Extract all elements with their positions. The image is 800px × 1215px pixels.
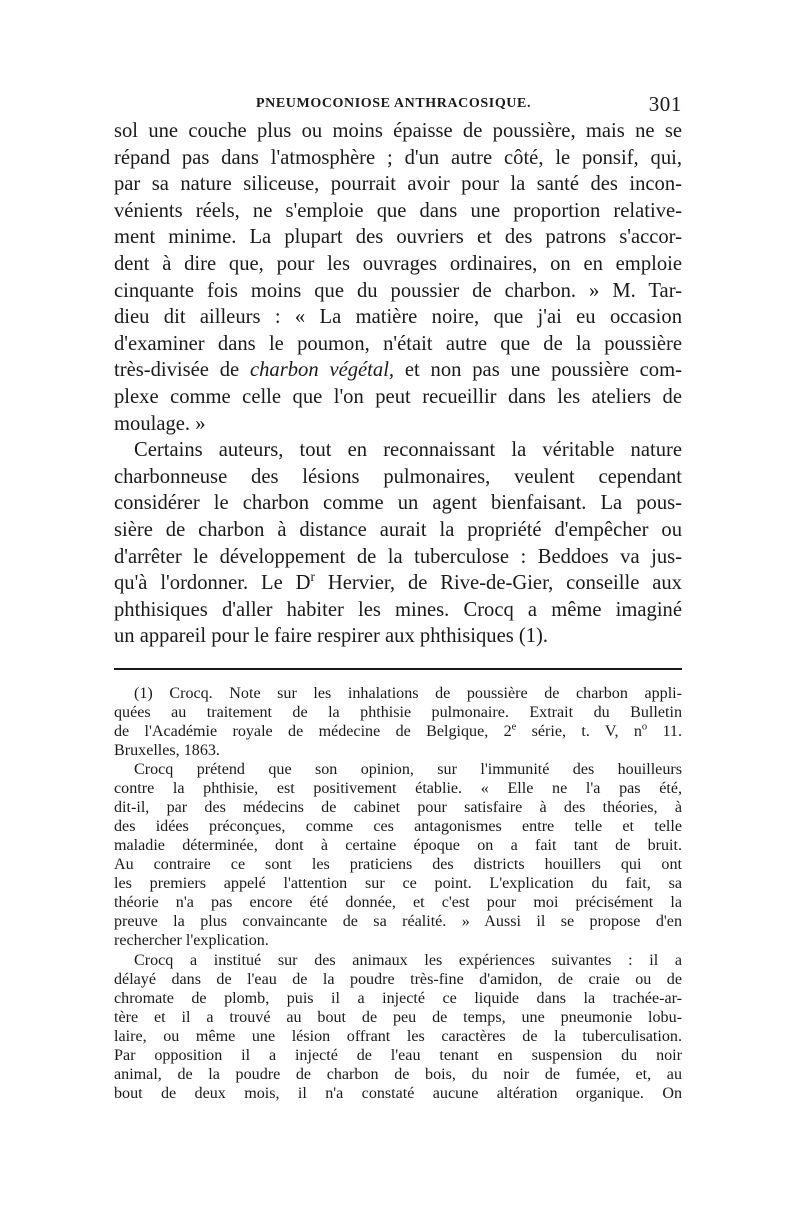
footnotes — [114, 684, 682, 1103]
footnote-line: rechercher l'explication. — [114, 932, 269, 950]
page-number: 301 — [648, 92, 682, 116]
text-line: plexe comme celle que l'on peut recueillir dans les ateliers de — [114, 385, 682, 408]
main-text — [114, 118, 682, 650]
text-line — [114, 570, 682, 597]
text-line: un appareil pour le faire respirer aux phthisiques (1). — [114, 625, 549, 648]
text-line — [114, 357, 682, 384]
text-line: considérer le charbon comme un agent bienfaisant. La pous- — [114, 492, 682, 515]
footnote-line: preuve la plus convaincante de sa réalité. » Aussi il se propose d'en — [114, 913, 682, 931]
italic-phrase: charbon végétal, — [250, 359, 395, 382]
text-run: et non pas une poussière com- — [394, 359, 682, 382]
footnote-line: tère et il a trouvé au bout de peu de temps, une pneumonie lobu- — [114, 1008, 682, 1026]
footnote-line: laire, ou même une lésion offrant les caractères de la tuberculisation. — [114, 1027, 682, 1045]
text-run: très-divisée de — [114, 359, 250, 382]
text-line: vénients réels, ne s'emploie que dans une proportion relative- — [114, 199, 682, 222]
paragraph-1 — [114, 118, 682, 437]
footnote-line: Crocq prétend que son opinion, sur l'immunité des houilleurs — [134, 761, 682, 779]
text-run: Hervier, de Rive-de-Gier, conseille aux — [314, 572, 682, 595]
text-line: phthisiques d'aller habiter les mines. Crocq a même imaginé — [114, 598, 682, 621]
footnote-continuation-1 — [114, 760, 682, 950]
text-line: sière de charbon à distance aurait la propriété d'empêcher ou — [114, 518, 682, 541]
running-head — [114, 92, 682, 118]
running-title: PNEUMOCONIOSE ANTHRACOSIQUE. — [256, 96, 532, 111]
superscript: e — [511, 721, 517, 733]
superscript: r — [310, 569, 315, 585]
text-line: moulage. » — [114, 412, 206, 435]
footnote-rule — [114, 668, 682, 670]
footnote-line: délayé dans de l'eau de la poudre très-fine d'amidon, de craie ou de — [114, 970, 682, 988]
text-line: d'arrêter le développement de la tuberculose : Beddoes va jus- — [114, 545, 682, 568]
text-line: Certains auteurs, tout en reconnaissant la véritable nature — [134, 439, 682, 462]
text-line: cinquante fois moins que du poussier de charbon. » M. Tar- — [114, 279, 682, 302]
text-line: charbonneuse des lésions pulmonaires, veulent cependant — [114, 465, 682, 488]
text-line: dent à dire que, pour les ouvrages ordinaires, on en emploie — [114, 252, 682, 275]
text-line: ment minime. La plupart des ouvriers et des patrons s'accor- — [114, 226, 682, 249]
footnote-line: Crocq a institué sur des animaux les expériences suivantes : il a — [134, 951, 682, 969]
text-run: de l'Académie royale de médecine de Belgique, 2 — [114, 722, 512, 740]
text-line: par sa nature siliceuse, pourrait avoir pour la santé des incon- — [114, 173, 682, 196]
text-line: dieu dit ailleurs : « La matière noire, que j'ai eu occasion — [114, 306, 682, 329]
footnote-line — [114, 722, 682, 741]
text-run: qu'à l'ordonner. Le D — [114, 572, 311, 595]
footnote-line: chromate de plomb, puis il a injecté ce liquide dans la trachée-ar- — [114, 989, 682, 1007]
footnote-line: maladie déterminée, dont à certaine époque on a fait tant de bruit. — [114, 837, 682, 855]
text-line: répand pas dans l'atmosphère ; d'un autre côté, le ponsif, qui, — [114, 146, 682, 169]
footnote-line: Bruxelles, 1863. — [114, 742, 220, 760]
superscript: o — [641, 721, 648, 733]
footnote-line: animal, de la poudre de charbon de bois, du noir de fumée, et, au — [114, 1065, 682, 1083]
text-line: d'examiner dans le poumon, n'était autre que de la poussière — [114, 332, 682, 355]
footnote-1 — [114, 684, 682, 760]
footnote-line: théorie n'a pas encore été donnée, et c'est pour moi précisément la — [114, 894, 682, 912]
footnote-line: (1) Crocq. Note sur les inhalations de poussière de charbon appli- — [134, 684, 682, 702]
footnote-line: Par opposition il a injecté de l'eau tenant en suspension du noir — [114, 1046, 682, 1064]
footnote-line: quées au traitement de la phthisie pulmonaire. Extrait du Bulletin — [114, 703, 682, 721]
footnote-line: des idées préconçues, comme ces antagonismes entre telle et telle — [114, 818, 682, 836]
footnote-line: contre la phthisie, est positivement établie. « Elle ne l'a pas été, — [114, 780, 682, 798]
footnote-line: dit-il, par des médecins de cabinet pour satisfaire à des théories, à — [114, 799, 682, 817]
footnote-line: bout de deux mois, il n'a constaté aucune altération organique. On — [114, 1084, 682, 1102]
book-page — [114, 92, 682, 1182]
text-run: 11. — [647, 722, 682, 740]
paragraph-2 — [114, 437, 682, 650]
footnote-line: Au contraire ce sont les praticiens des districts houillers qui ont — [114, 856, 682, 874]
footnote-continuation-2 — [114, 951, 682, 1103]
text-run: série, t. V, n — [516, 722, 642, 740]
footnote-line: les premiers appelé l'attention sur ce point. L'explication du fait, sa — [114, 875, 682, 893]
text-line: sol une couche plus ou moins épaisse de poussière, mais ne se — [114, 120, 682, 142]
